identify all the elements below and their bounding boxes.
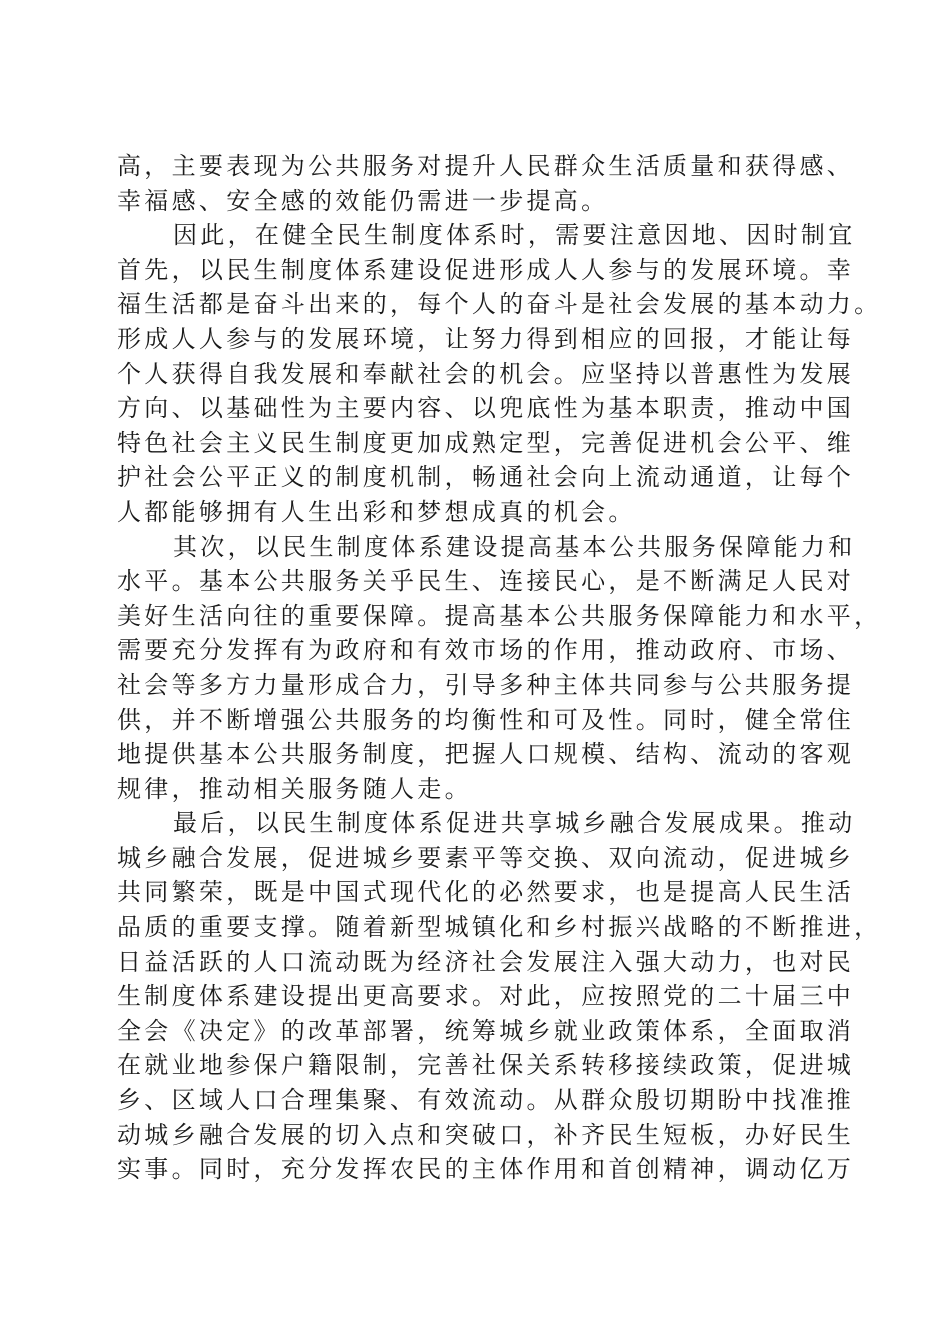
text-line: 品质的重要支撑。随着新型城镇化和乡村振兴战略的不断推进，: [117, 913, 882, 942]
text-line: 水平。基本公共服务关乎民生、连接民心，是不断满足人民对: [117, 567, 855, 596]
text-line: 日益活跃的人口流动既为经济社会发展注入强大动力，也对民: [117, 947, 855, 976]
text-line: 美好生活向往的重要保障。提高基本公共服务保障能力和水平，: [117, 601, 882, 630]
body-text: [117, 149, 882, 1187]
text-line: 个人获得自我发展和奉献社会的机会。应坚持以普惠性为发展: [117, 359, 855, 388]
text-line: 生制度体系建设提出更高要求。对此，应按照党的二十届三中: [117, 982, 855, 1011]
text-line: 动城乡融合发展的切入点和突破口，补齐民生短板，办好民生: [117, 1120, 855, 1149]
text-line: 供，并不断增强公共服务的均衡性和可及性。同时，健全常住: [117, 705, 855, 734]
text-line: 乡、区域人口合理集聚、有效流动。从群众殷切期盼中找准推: [117, 1086, 855, 1115]
text-line: 全会《决定》的改革部署，统筹城乡就业政策体系，全面取消: [117, 1016, 855, 1045]
text-line: 人都能够拥有人生出彩和梦想成真的机会。: [117, 497, 636, 526]
text-line: 特色社会主义民生制度更加成熟定型，完善促进机会公平、维: [117, 428, 855, 457]
text-line: 在就业地参保户籍限制，完善社保关系转移接续政策，促进城: [117, 1051, 855, 1080]
text-line: 实事。同时，充分发挥农民的主体作用和首创精神，调动亿万: [117, 1155, 855, 1184]
text-line: 地提供基本公共服务制度，把握人口规模、结构、流动的客观: [117, 740, 855, 769]
text-line: 护社会公平正义的制度机制，畅通社会向上流动通道，让每个: [117, 463, 855, 492]
text-line: 共同繁荣，既是中国式现代化的必然要求，也是提高人民生活: [117, 878, 855, 907]
paragraph-first-line: 其次，以民生制度体系建设提高基本公共服务保障能力和: [173, 532, 856, 561]
text-line: 需要充分发挥有为政府和有效市场的作用，推动政府、市场、: [117, 636, 855, 665]
text-line: 社会等多方力量形成合力，引导多种主体共同参与公共服务提: [117, 670, 855, 699]
text-line: 城乡融合发展，促进城乡要素平等交换、双向流动，促进城乡: [117, 843, 855, 872]
text-line: 高，主要表现为公共服务对提升人民群众生活质量和获得感、: [117, 152, 855, 180]
text-line: 方向、以基础性为主要内容、以兜底性为基本职责，推动中国: [117, 394, 855, 423]
text-line: 福生活都是奋斗出来的，每个人的奋斗是社会发展的基本动力。: [117, 290, 882, 319]
text-line: 首先，以民生制度体系建设促进形成人人参与的发展环境。幸: [117, 255, 855, 284]
paragraph-first-line: 因此，在健全民生制度体系时，需要注意因地、因时制宜: [173, 221, 856, 250]
text-line: 规律，推动相关服务随人走。: [117, 774, 472, 803]
text-line: 幸福感、安全感的效能仍需进一步提高。: [117, 186, 609, 215]
paragraph-first-line: 最后，以民生制度体系促进共享城乡融合发展成果。推动: [173, 809, 856, 838]
text-line: 形成人人参与的发展环境，让努力得到相应的回报，才能让每: [117, 324, 855, 353]
